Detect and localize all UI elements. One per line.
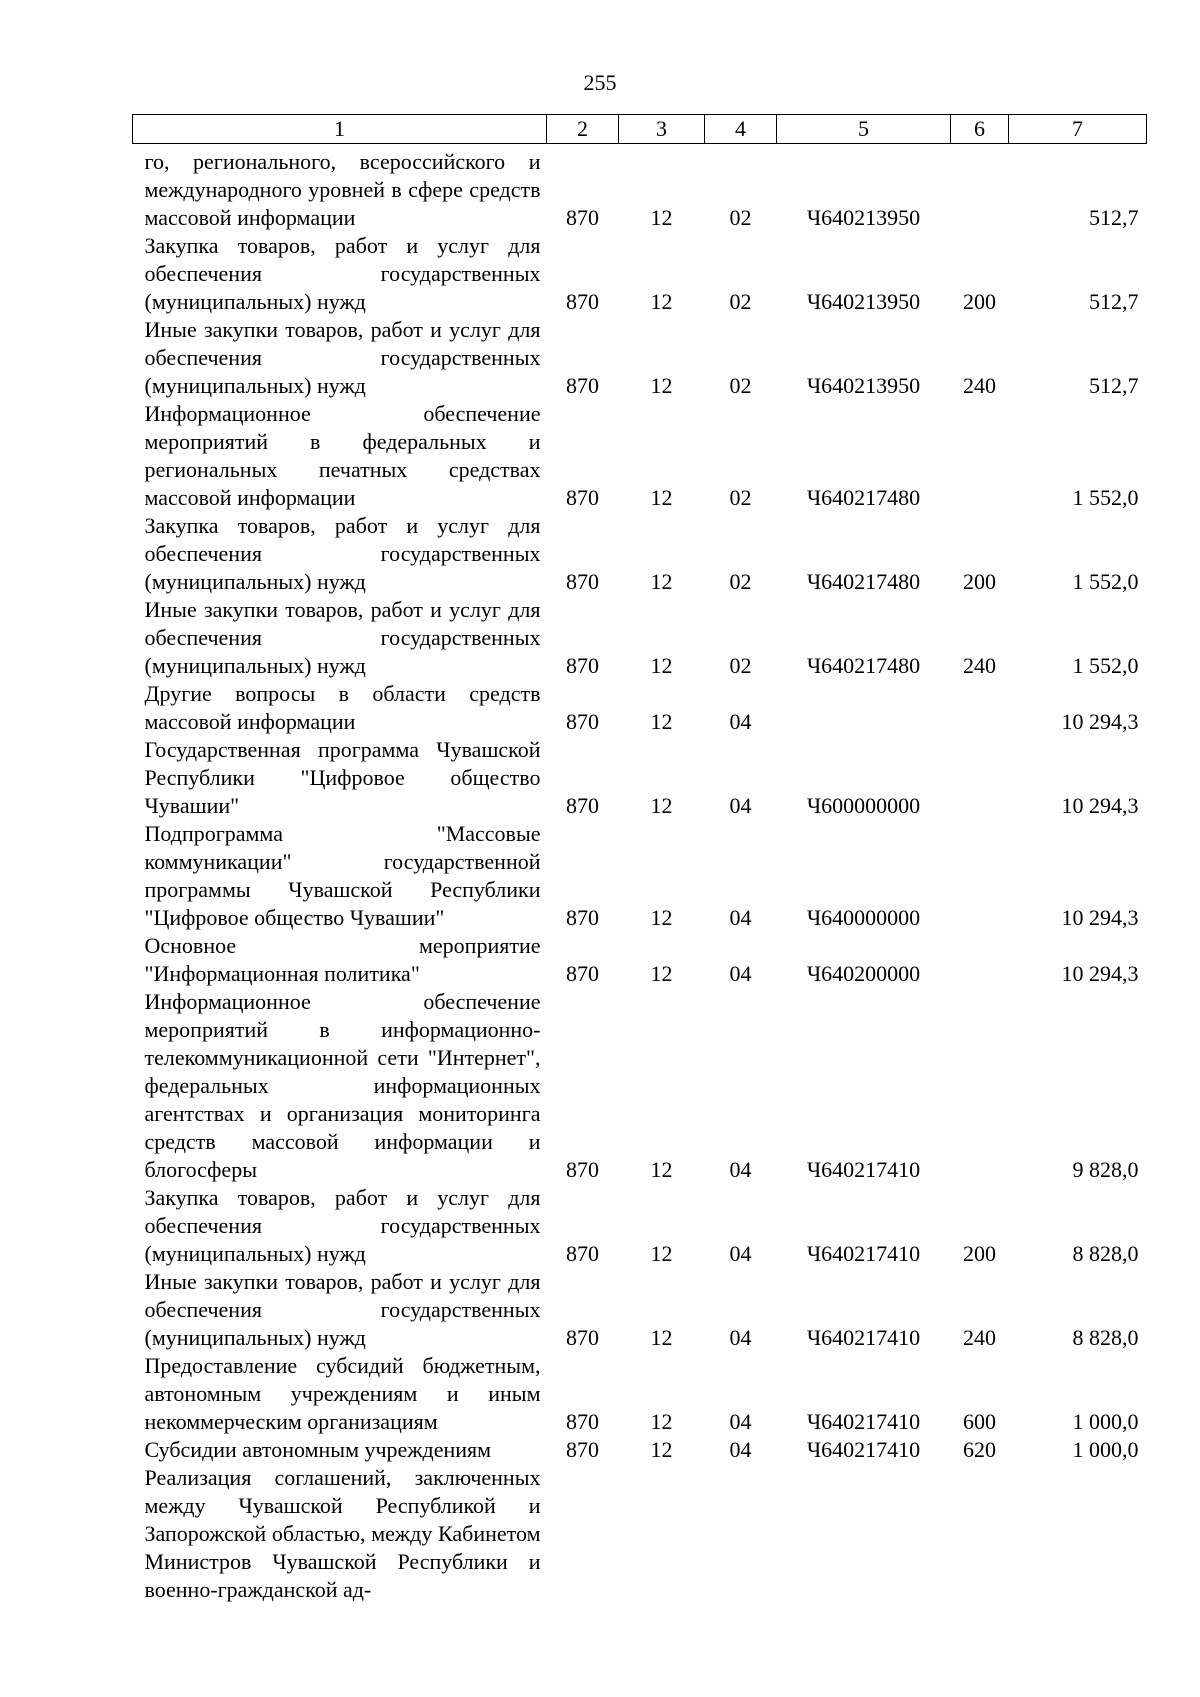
table-row (133, 316, 1147, 400)
row-subsection: 02 (729, 569, 752, 594)
table-row (133, 400, 1147, 512)
row-description: Государственная программа Чувашской Республики "Цифровое общество Чувашии" (144, 737, 541, 818)
row-target-article: Ч640213950 (806, 373, 921, 398)
row-expense-type (951, 680, 1009, 736)
row-section: 12 (650, 1437, 673, 1462)
row-code-gr: 870 (566, 373, 599, 398)
row-description: Иные закупки товаров, работ и услуг для обеспечения государственных (муниципальных) нужд (144, 597, 541, 678)
row-amount: 10 294,3 (1061, 709, 1139, 734)
budget-table (132, 114, 1147, 1604)
row-subsection: 02 (729, 289, 752, 314)
row-description: Иные закупки товаров, работ и услуг для обеспечения государственных (муниципальных) нужд (144, 317, 541, 398)
row-section: 12 (650, 289, 673, 314)
row-target-article: Ч600000000 (806, 793, 921, 818)
row-description: Реализация соглашений, заключенных между Чувашской Республикой и Запорожской областью, между Кабинетом Министров Чувашской Республики и военно-гражданской ад- (144, 1465, 541, 1602)
row-target-article: Ч640217410 (806, 1437, 921, 1462)
row-target-article: Ч640213950 (806, 205, 921, 230)
table-row (133, 232, 1147, 316)
row-section: 12 (650, 961, 673, 986)
row-subsection: 04 (729, 1409, 752, 1434)
row-description: Основное мероприятие "Информационная политика" (144, 933, 541, 986)
row-description: Иные закупки товаров, работ и услуг для обеспечения государственных (муниципальных) нужд (144, 1269, 541, 1350)
row-amount: 512,7 (1089, 205, 1139, 230)
row-expense-type (951, 1464, 1009, 1604)
table-body (133, 144, 1147, 1605)
table-row (133, 144, 1147, 233)
row-target-article: Ч640217480 (806, 485, 921, 510)
column-header-7: 7 (1009, 115, 1147, 144)
table-row (133, 1352, 1147, 1436)
column-header-1: 1 (133, 115, 547, 144)
row-expense-type: 200 (963, 569, 996, 594)
row-target-article: Ч640217410 (806, 1241, 921, 1266)
row-expense-type: 620 (963, 1437, 996, 1462)
row-subsection: 02 (729, 373, 752, 398)
row-description: Закупка товаров, работ и услуг для обеспечения государственных (муниципальных) нужд (144, 233, 541, 314)
row-expense-type: 200 (963, 289, 996, 314)
row-amount: 8 828,0 (1072, 1325, 1139, 1350)
row-target-article: Ч640217410 (806, 1325, 921, 1350)
row-expense-type: 240 (963, 373, 996, 398)
row-expense-type: 600 (963, 1409, 996, 1434)
column-header-4: 4 (705, 115, 777, 144)
table-row (133, 1464, 1147, 1604)
row-expense-type (951, 736, 1009, 820)
row-description: Другие вопросы в области средств массовой информации (144, 681, 541, 734)
row-target-article: Ч640000000 (806, 905, 921, 930)
row-section: 12 (650, 205, 673, 230)
row-target-article: Ч640217410 (806, 1157, 921, 1182)
row-amount: 1 552,0 (1072, 485, 1139, 510)
row-subsection: 04 (729, 1241, 752, 1266)
row-description: Субсидии автономным учреждениям (144, 1437, 492, 1462)
table-row (133, 596, 1147, 680)
row-section: 12 (650, 1241, 673, 1266)
row-description: Информационное обеспечение мероприятий в информационно-телекоммуникационной сети "Интернет", федеральных информационных агентствах и организация мониторинга средств массовой информации и блогосферы (144, 989, 541, 1182)
row-section: 12 (650, 1157, 673, 1182)
table-row (133, 1184, 1147, 1268)
row-section: 12 (650, 1409, 673, 1434)
row-expense-type: 240 (963, 653, 996, 678)
row-amount: 512,7 (1089, 289, 1139, 314)
row-expense-type (951, 144, 1009, 233)
table-header (133, 115, 1147, 144)
row-code-gr (547, 1464, 619, 1604)
table-row (133, 1436, 1147, 1464)
row-subsection: 04 (729, 709, 752, 734)
row-section: 12 (650, 793, 673, 818)
row-code-gr: 870 (566, 1157, 599, 1182)
row-section (619, 1464, 705, 1604)
row-section: 12 (650, 485, 673, 510)
row-target-article (777, 680, 951, 736)
header-row (133, 115, 1147, 144)
column-header-5: 5 (777, 115, 951, 144)
row-expense-type: 240 (963, 1325, 996, 1350)
row-amount: 8 828,0 (1072, 1241, 1139, 1266)
row-target-article: Ч640217410 (806, 1409, 921, 1434)
row-description: Закупка товаров, работ и услуг для обеспечения государственных (муниципальных) нужд (144, 513, 541, 594)
row-amount: 1 552,0 (1072, 653, 1139, 678)
row-code-gr: 870 (566, 709, 599, 734)
row-target-article: Ч640217480 (806, 569, 921, 594)
table-row (133, 512, 1147, 596)
row-amount: 1 000,0 (1072, 1409, 1139, 1434)
row-expense-type (951, 820, 1009, 932)
row-amount: 1 000,0 (1072, 1437, 1139, 1462)
row-code-gr: 870 (566, 569, 599, 594)
row-subsection: 04 (729, 961, 752, 986)
row-code-gr: 870 (566, 793, 599, 818)
row-subsection: 02 (729, 205, 752, 230)
row-code-gr: 870 (566, 485, 599, 510)
row-code-gr: 870 (566, 1325, 599, 1350)
row-code-gr: 870 (566, 905, 599, 930)
row-description: Предоставление субсидий бюджетным, автономным учреждениям и иным некоммерческим организациям (144, 1353, 541, 1434)
row-amount: 1 552,0 (1072, 569, 1139, 594)
table-row (133, 820, 1147, 932)
column-header-2: 2 (547, 115, 619, 144)
row-target-article: Ч640200000 (806, 961, 921, 986)
row-subsection: 04 (729, 1325, 752, 1350)
column-header-3: 3 (619, 115, 705, 144)
row-subsection: 04 (729, 1437, 752, 1462)
row-section: 12 (650, 1325, 673, 1350)
row-subsection: 02 (729, 653, 752, 678)
row-expense-type: 200 (963, 1241, 996, 1266)
row-target-article: Ч640217480 (806, 653, 921, 678)
row-target-article (777, 1464, 951, 1604)
row-amount: 10 294,3 (1061, 905, 1139, 930)
row-amount: 512,7 (1089, 373, 1139, 398)
row-code-gr: 870 (566, 961, 599, 986)
row-code-gr: 870 (566, 289, 599, 314)
table-row (133, 680, 1147, 736)
row-section: 12 (650, 709, 673, 734)
row-code-gr: 870 (566, 653, 599, 678)
row-expense-type (951, 988, 1009, 1184)
row-description: го, регионального, всероссийского и международного уровней в сфере средств массовой информации (144, 149, 541, 230)
row-section: 12 (650, 653, 673, 678)
row-section: 12 (650, 905, 673, 930)
page-number: 255 (583, 70, 617, 95)
row-code-gr: 870 (566, 1409, 599, 1434)
row-code-gr: 870 (566, 205, 599, 230)
row-description: Закупка товаров, работ и услуг для обеспечения государственных (муниципальных) нужд (144, 1185, 541, 1266)
row-subsection: 04 (729, 793, 752, 818)
table-row (133, 932, 1147, 988)
row-code-gr: 870 (566, 1241, 599, 1266)
row-section: 12 (650, 569, 673, 594)
row-description: Информационное обеспечение мероприятий в федеральных и региональных печатных средствах массовой информации (144, 401, 541, 510)
row-subsection: 04 (729, 905, 752, 930)
row-subsection: 02 (729, 485, 752, 510)
row-amount: 10 294,3 (1061, 793, 1139, 818)
table-row (133, 736, 1147, 820)
row-expense-type (951, 400, 1009, 512)
row-subsection (705, 1464, 777, 1604)
row-expense-type (951, 932, 1009, 988)
row-subsection: 04 (729, 1157, 752, 1182)
row-target-article: Ч640213950 (806, 289, 921, 314)
row-description: Подпрограмма "Массовые коммуникации" государственной программы Чувашской Республики "Цифровое общество Чувашии" (144, 821, 541, 930)
row-section: 12 (650, 373, 673, 398)
row-amount (1009, 1464, 1147, 1604)
row-amount: 9 828,0 (1072, 1157, 1139, 1182)
table-row (133, 988, 1147, 1184)
row-code-gr: 870 (566, 1437, 599, 1462)
row-amount: 10 294,3 (1061, 961, 1139, 986)
column-header-6: 6 (951, 115, 1009, 144)
table-row (133, 1268, 1147, 1352)
